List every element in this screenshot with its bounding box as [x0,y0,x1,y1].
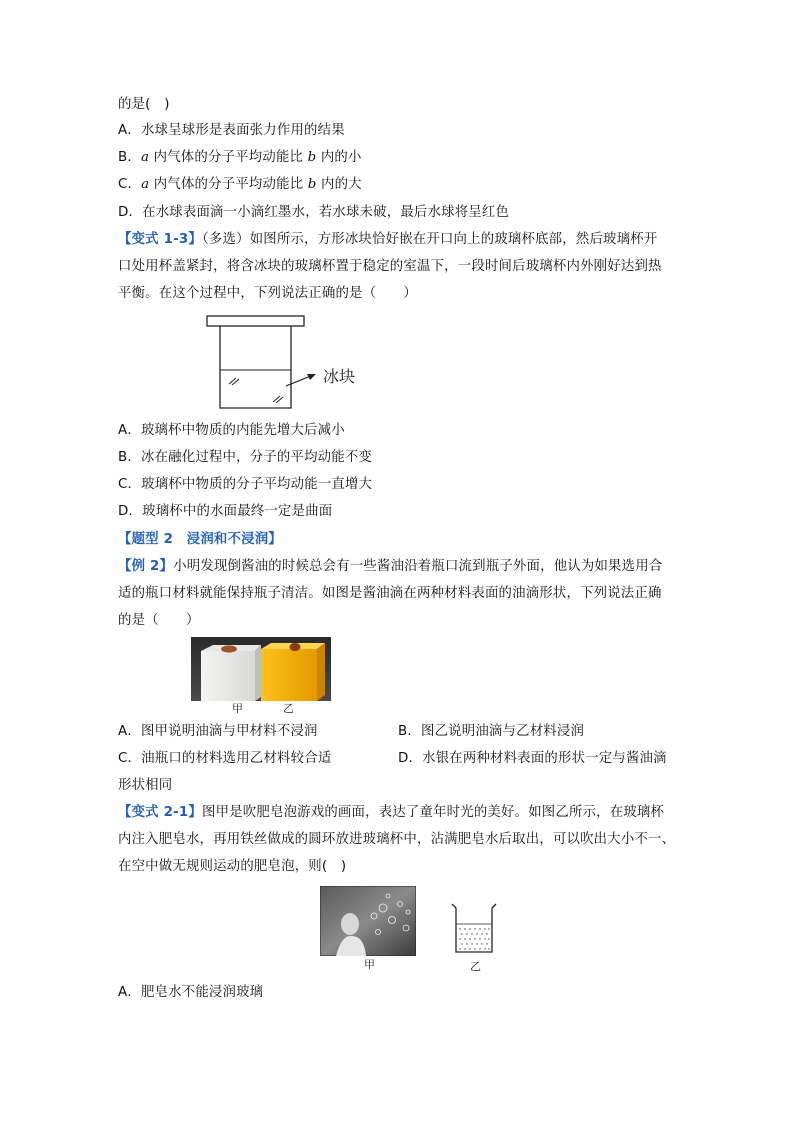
ice-label: 冰块 [323,367,356,386]
variant-1-3-line-1 [118,230,657,250]
option-a: A．水球呈球形是表面张力作用的结果 [118,123,345,138]
variant-tag: 【变式 2-1】 [118,805,203,820]
option-c-mid: 内气体的分子平均动能比 [149,177,308,192]
option-b-post: 内的小 [316,150,362,165]
photo-background [320,886,416,956]
option-c-post: 内的大 [316,177,362,192]
var-b: b [307,150,317,165]
soap-water [459,928,489,949]
yellow-block [261,649,317,701]
beaker-outline [452,904,496,952]
bubble-caption-right: 乙 [470,960,481,973]
glass-ice-figure [200,312,380,414]
example-2-line-3: 的是（ ） [118,613,200,628]
oil-caption-right: 乙 [283,702,294,715]
variant-2-1-line-1 [118,803,664,823]
option-d: D．水银在两种材料表面的形状一定与酱油滴 [398,751,667,766]
option-b-prefix: B． [118,150,141,165]
example-2-line-1 [118,557,662,577]
oil-drop-photo [191,637,331,701]
variant-2-1-line-3: 在空中做无规则运动的肥皂泡，则( ) [118,859,347,874]
white-block-side [255,645,261,701]
beaker-figure [446,900,502,956]
option-a: A．图甲说明油滴与甲材料不浸润 [118,724,318,739]
var-a: a [140,150,150,165]
oil-caption-left: 甲 [232,702,243,715]
bubble-caption-left: 甲 [364,958,375,971]
option-b-mid: 内气体的分子平均动能比 [149,150,308,165]
variant-1-3-line-2: 口处用杯盖紧封，将含冰块的玻璃杯置于稳定的室温下，一段时间后玻璃杯内外刚好达到热 [118,259,662,274]
question-stem-end: 的是( ) [118,97,170,112]
option-c: C．油瓶口的材料选用乙材料较合适 [118,751,332,766]
glass-body [220,326,291,408]
bubble-photo [320,886,416,956]
child-head [341,913,359,935]
variant-text: 图甲是吹肥皂泡游戏的画面，表达了童年时光的美好。如图乙所示，在玻璃杯 [202,805,665,820]
option-a: A．玻璃杯中物质的内能先增大后减小 [118,423,345,438]
section-heading: 【题型 2 浸润和不浸润】 [118,532,282,547]
white-block [201,651,255,701]
oil-drop-left [221,645,237,652]
variant-2-1-line-2: 内注入肥皂水，再用铁丝做成的圆环放进玻璃杯中，沾满肥皂水后取出，可以吹出大小不一、 [118,832,676,847]
option-c-prefix: C． [118,177,142,192]
option-d: D．玻璃杯中的水面最终一定是曲面 [118,504,333,519]
variant-tag: 【变式 1-3】 [118,232,203,247]
option-b [118,148,362,168]
option-b: B．冰在融化过程中，分子的平均动能不变 [118,450,373,465]
example-2-line-2: 适的瓶口材料就能保持瓶子清洁。如图是酱油滴在两种材料表面的油滴形状，下列说法正确 [118,586,662,601]
oil-drop-right [290,643,301,651]
variant-text: （多选）如图所示，方形冰块恰好嵌在开口向上的玻璃杯底部，然后玻璃杯开 [202,232,658,247]
variant-1-3-line-3: 平衡。在这个过程中，下列说法正确的是（ ） [118,286,417,301]
option-d-continued: 形状相同 [118,778,173,793]
var-a: a [141,177,150,192]
option-a: A．肥皂水不能浸润玻璃 [118,985,264,1000]
example-text: 小明发现倒酱油的时候总会有一些酱油沿着瓶口流到瓶子外面，他认为如果选用合 [173,559,663,574]
option-b: B．图乙说明油滴与乙材料浸润 [398,724,585,739]
yellow-block-side [317,643,325,701]
option-d: D．在水球表面滴一小滴红墨水，若水球未破，最后水球将呈红色 [118,205,510,220]
glass-lid [207,316,304,326]
option-c: C．玻璃杯中物质的分子平均动能一直增大 [118,477,373,492]
option-c [118,175,362,195]
example-tag: 【例 2】 [118,559,174,574]
var-b: b [307,177,317,192]
